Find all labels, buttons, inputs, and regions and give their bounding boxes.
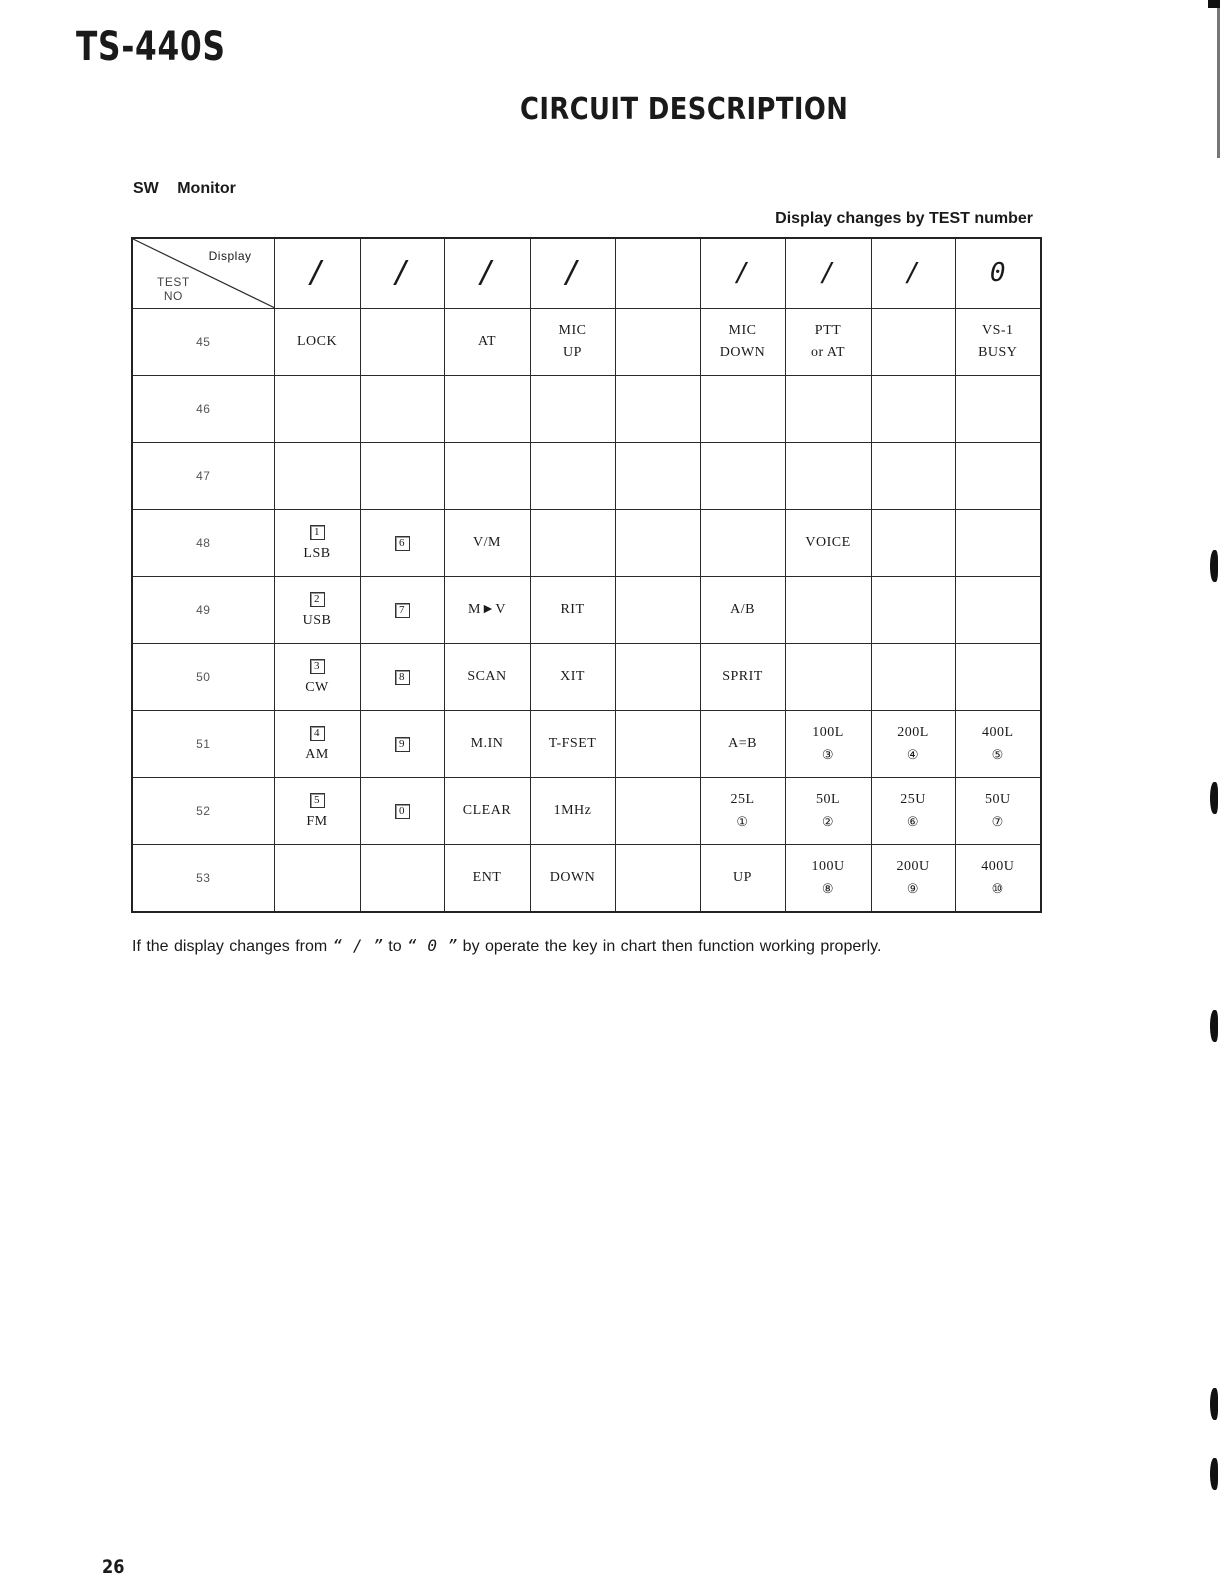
table-cell (700, 510, 785, 577)
table-cell (360, 778, 444, 845)
table-cell (871, 510, 955, 577)
table-cell (360, 510, 444, 577)
table-cell (785, 309, 871, 376)
cell-text: 100L (812, 724, 844, 740)
cell-text: SPRIT (722, 669, 763, 684)
table-cell (530, 845, 615, 913)
table-cell (871, 577, 955, 644)
cell-text: XIT (560, 669, 585, 684)
test-number-cell: 51 (132, 711, 274, 778)
table-cell (955, 376, 1041, 443)
table-cell (530, 510, 615, 577)
cell-text: MIC (558, 323, 587, 338)
segment-glyph: / (307, 254, 327, 290)
cell-text: 400L (981, 724, 1014, 740)
test-number-cell: 50 (132, 644, 274, 711)
cell-text: 25U (900, 791, 926, 807)
display-digit-3 (444, 238, 530, 309)
circled-number: ⑤ (991, 746, 1004, 762)
cell-text: 200U (896, 858, 930, 874)
table-body (132, 238, 1041, 912)
table-cell (615, 778, 700, 845)
binding-hole-mark (1210, 1458, 1218, 1490)
table-cell (444, 309, 530, 376)
table-cell (530, 711, 615, 778)
cell-text: 200L (897, 724, 929, 740)
circled-number: ⑥ (906, 813, 920, 829)
test-number-cell: 49 (132, 577, 274, 644)
table-cell (871, 376, 955, 443)
key-box: 3 (310, 659, 325, 674)
binding-hole-mark (1210, 550, 1218, 582)
table-cell (785, 644, 871, 711)
header-row (132, 238, 1041, 309)
circled-number: ⑩ (991, 880, 1004, 896)
table-cell (871, 711, 955, 778)
key-box: 6 (395, 536, 410, 551)
table-cell (444, 845, 530, 913)
key-box: 8 (395, 670, 410, 685)
cell-text: BUSY (978, 345, 1018, 360)
circled-number: ⑧ (821, 880, 835, 896)
table-row (132, 443, 1041, 510)
table-cell (360, 711, 444, 778)
page-title: CIRCUIT DESCRIPTION (520, 92, 849, 127)
table-cell (274, 510, 360, 577)
table-cell (700, 376, 785, 443)
cell-text: PTT (814, 323, 842, 338)
model-name: TS-440S (76, 24, 226, 70)
cell-text: A=B (728, 736, 757, 751)
cell-text: DOWN (719, 345, 766, 360)
table-cell (530, 644, 615, 711)
table-cell (700, 309, 785, 376)
table-cell (444, 443, 530, 510)
circled-number: ④ (906, 746, 920, 762)
cell-text: 25L (730, 791, 755, 807)
footnote-glyph-to: “ 0 ” (407, 936, 458, 955)
binding-hole-mark (1210, 1388, 1218, 1420)
cell-text: SCAN (467, 669, 507, 684)
key-box: 2 (310, 592, 325, 607)
cell-text: 400U (981, 858, 1015, 874)
table-cell (360, 443, 444, 510)
cell-text: UP (563, 345, 582, 360)
table-cell (530, 309, 615, 376)
footnote-text-end: by operate the key in chart then function working properly. (457, 938, 882, 955)
segment-glyph: / (734, 258, 751, 288)
table-cell (785, 443, 871, 510)
table-cell (444, 778, 530, 845)
diagonal-divider (133, 239, 275, 308)
circled-number: ⑦ (991, 813, 1004, 829)
cell-text: CLEAR (462, 803, 512, 818)
test-number-cell: 52 (132, 778, 274, 845)
key-box: 1 (310, 525, 325, 540)
table-cell (871, 644, 955, 711)
table-cell (360, 845, 444, 913)
table-row (132, 309, 1041, 376)
table-cell (274, 577, 360, 644)
table-cell (700, 711, 785, 778)
table-cell (530, 577, 615, 644)
table-cell (530, 376, 615, 443)
display-digit-5 (615, 238, 700, 309)
table-cell (955, 443, 1041, 510)
table-cell (955, 510, 1041, 577)
cell-text: 100U (811, 858, 845, 874)
test-number-cell: 48 (132, 510, 274, 577)
table-cell (444, 577, 530, 644)
footnote-glyph-from: “ / ” (332, 936, 383, 955)
cell-text: M.IN (470, 736, 504, 751)
binding-hole-mark (1210, 1010, 1218, 1042)
table-cell (955, 309, 1041, 376)
table-cell (615, 510, 700, 577)
key-box: 5 (310, 793, 325, 808)
table-cell (274, 778, 360, 845)
test-number-cell: 47 (132, 443, 274, 510)
table-cell (360, 644, 444, 711)
table-cell (615, 376, 700, 443)
page-number: 26 (102, 1556, 125, 1578)
table-cell (444, 644, 530, 711)
scan-edge-line (1217, 8, 1220, 158)
circled-number: ② (821, 813, 835, 829)
cell-text: AM (305, 747, 329, 762)
cell-text: VOICE (805, 535, 851, 550)
table-cell (615, 845, 700, 913)
table-row (132, 376, 1041, 443)
table-cell (615, 443, 700, 510)
segment-glyph: / (477, 254, 497, 290)
cell-text: FM (306, 814, 328, 829)
table-row (132, 577, 1041, 644)
table-cell (360, 577, 444, 644)
footnote-text-middle: to (382, 938, 408, 955)
cell-text: MIC (728, 323, 757, 338)
table-cell (700, 577, 785, 644)
key-box: 7 (395, 603, 410, 618)
table-cell (360, 309, 444, 376)
table-cell (700, 778, 785, 845)
table-cell (955, 845, 1041, 913)
table-cell (274, 309, 360, 376)
display-digit-6 (700, 238, 785, 309)
cell-text: RIT (560, 602, 585, 617)
table-cell (530, 778, 615, 845)
footnote-text-start: If the display changes from (132, 938, 333, 955)
table-cell (700, 845, 785, 913)
cell-text: A/B (730, 602, 755, 617)
table-cell (615, 644, 700, 711)
cell-text: DOWN (549, 870, 596, 885)
cell-text: USB (302, 613, 332, 628)
table-cell (700, 443, 785, 510)
table-cell (785, 778, 871, 845)
sw-monitor-table (131, 237, 1042, 913)
segment-glyph: / (563, 254, 582, 290)
corner-no-text: NO (163, 289, 183, 303)
table-cell (444, 376, 530, 443)
segment-glyph: / (820, 258, 836, 288)
cell-text: or AT (811, 345, 845, 360)
cell-text: UP (733, 870, 752, 885)
circled-number: ⑨ (906, 880, 920, 896)
table-cell (615, 577, 700, 644)
cell-text: 50L (815, 791, 841, 807)
segment-glyph: / (905, 258, 921, 288)
table-cell (871, 443, 955, 510)
table-cell (955, 711, 1041, 778)
table-cell (785, 577, 871, 644)
table-row (132, 510, 1041, 577)
display-digit-8 (871, 238, 955, 309)
corner-test-label (157, 275, 190, 303)
cell-text: LSB (303, 546, 331, 561)
table-cell (274, 443, 360, 510)
table-cell (871, 778, 955, 845)
table-cell (444, 711, 530, 778)
test-number-cell: 45 (132, 309, 274, 376)
cell-text: LOCK (296, 334, 338, 349)
table-cell (955, 778, 1041, 845)
table-cell (530, 443, 615, 510)
table-cell (785, 845, 871, 913)
cell-text: T-FSET (548, 736, 597, 751)
table-cell (955, 577, 1041, 644)
table-row (132, 845, 1041, 913)
table-cell (274, 711, 360, 778)
segment-glyph: 0 (989, 258, 1006, 288)
table-cell (785, 376, 871, 443)
cell-text: CW (305, 680, 329, 695)
cell-text: ENT (472, 870, 502, 885)
table-cell (274, 644, 360, 711)
cell-text: 1MHz (553, 803, 592, 818)
table-cell (615, 309, 700, 376)
cell-text: 50U (984, 791, 1011, 807)
display-digit-1 (274, 238, 360, 309)
cell-text: VS-1 (981, 323, 1014, 338)
binding-hole-mark (1210, 782, 1218, 814)
corner-display-label: Display (208, 249, 252, 263)
segment-glyph: / (392, 254, 412, 290)
table-cell (955, 644, 1041, 711)
display-digit-7 (785, 238, 871, 309)
table-cell (700, 644, 785, 711)
key-box: 9 (395, 737, 410, 752)
circled-number: ① (736, 813, 749, 829)
table-cell (615, 711, 700, 778)
scan-edge-bar (1208, 0, 1220, 8)
display-digit-2 (360, 238, 444, 309)
table-cell (785, 510, 871, 577)
table-cell (274, 376, 360, 443)
table-row (132, 778, 1041, 845)
table-cell (360, 376, 444, 443)
table-cell (785, 711, 871, 778)
test-number-cell: 46 (132, 376, 274, 443)
table-cell (871, 309, 955, 376)
cell-text: AT (477, 334, 497, 349)
corner-cell (132, 238, 274, 309)
table-caption: Display changes by TEST number (775, 210, 1033, 227)
key-box: 4 (310, 726, 325, 741)
table-cell (871, 845, 955, 913)
cell-text: M►V (468, 602, 506, 617)
corner-test-text: TEST (157, 275, 190, 289)
table-cell (444, 510, 530, 577)
section-label: SW Monitor (133, 180, 236, 197)
display-digit-9 (955, 238, 1041, 309)
cell-text: V/M (473, 535, 501, 550)
key-box: 0 (395, 804, 410, 819)
table-row (132, 644, 1041, 711)
test-number-cell: 53 (132, 845, 274, 913)
display-digit-4 (530, 238, 615, 309)
table-cell (274, 845, 360, 913)
table-row (132, 711, 1041, 778)
footnote (132, 936, 881, 956)
circled-number: ③ (821, 746, 835, 762)
